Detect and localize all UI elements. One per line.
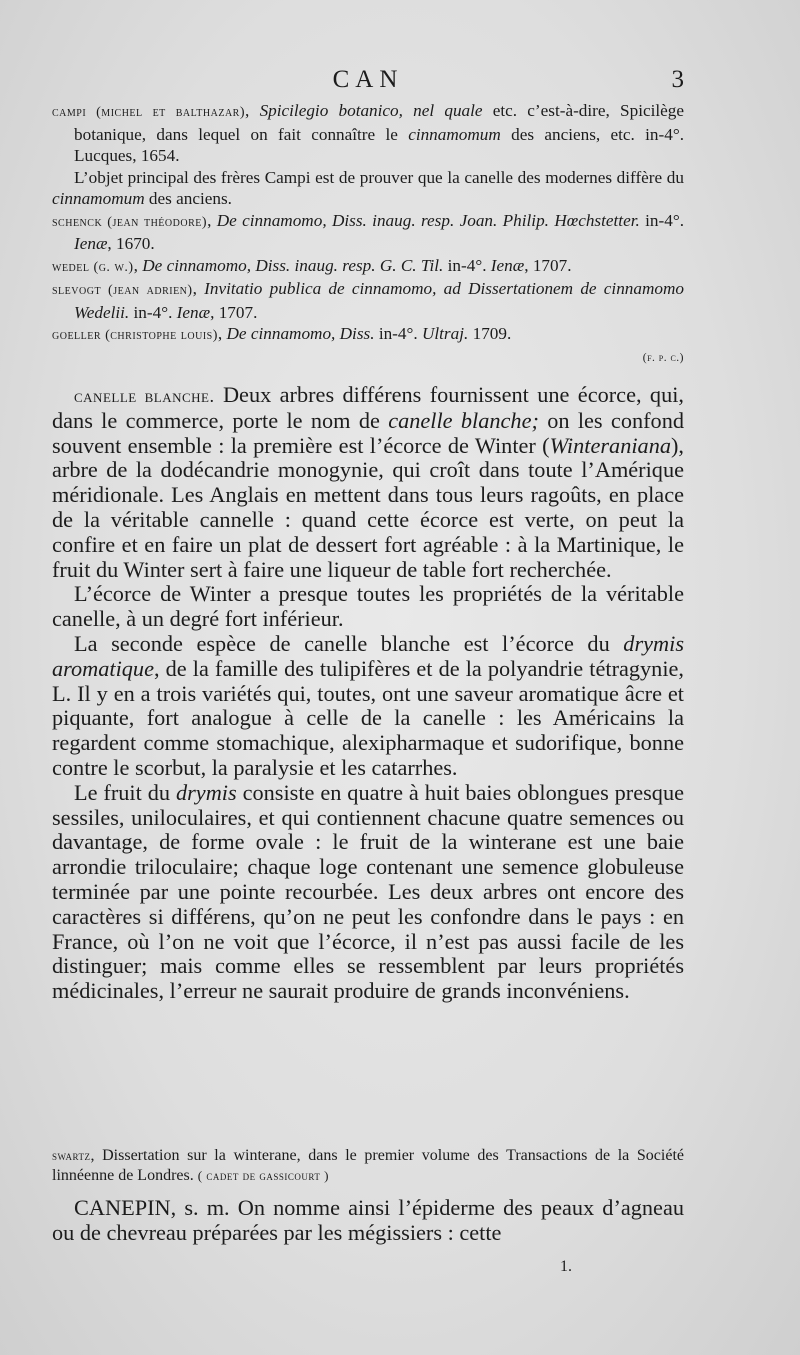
biblio-note: L’objet principal des frères Campi est de prouver que la canelle des modernes diffère du cinnamomum des anciens. (52, 167, 684, 208)
article-paragraph: Le fruit du drymis consiste en quatre à huit baies oblongues presque sessiles, uniloculaires, et qui contiennent chacune quatre semences ou davantage, de forme ovale : le fruit de la winterane est une baie arrondie triloculaire; chaque loge contenant une semence globuleuse terminée par une pointe recourbée. Les deux arbres ont encore des caractères si différens, qu’on ne peut les confondre dans le pays : en France, où l’on ne voit que l’écorce, il n’est pas aussi facile de les distinguer; mais comme elles se ressemblent par leurs propriétés médicinales, l’erreur ne saurait produire de grands inconvéniens. (52, 779, 684, 1004)
reference-block (52, 1146, 684, 1186)
article-paragraph: canelle blanche. Deux arbres différens fournissent une écorce, qui, dans le commerce, porte le nom de canelle blanche; on les confond souvent ensemble : la première est l’écorce de Winter (Winteraniana), arbre de la dodécandrie monogynie, qui croît dans toute l’Amérique méridionale. Les Anglais en mettent dans tous leurs ragoûts, en place de la véritable cannelle : quand cette écorce est verte, on peut la confire et en faire un plat de dessert fort agréable : à la Martinique, le fruit du Winter sert à faire une liqueur de table fort recherchée. (52, 382, 684, 582)
article-paragraph: L’écorce de Winter a presque toutes les propriétés de la véritable canelle, à un degré fort inférieur. (52, 581, 684, 632)
article-body (52, 383, 684, 1004)
biblio-entry: schenck (jean théodore), De cinnamomo, Diss. inaug. resp. Joan. Philip. Hœchstetter. in-4°. Ienæ, 1670. (52, 210, 685, 253)
headword: canelle blanche. (74, 386, 215, 406)
reference-entry: swartz, Dissertation sur la winterane, dans le premier volume des Transactions de la Société linnéenne de Londres. ( cadet de gassicourt ) (52, 1147, 684, 1184)
page-header (52, 66, 684, 96)
bibliography-block (52, 100, 684, 369)
biblio-signature: (f. p. c.) (642, 351, 684, 364)
biblio-entry: slevogt (jean adrien), Invitatio publica de cinnamomo, ad Dissertationem de cinnamomo Wedelii. in-4°. Ienæ, 1707. (52, 279, 685, 322)
page-number: 3 (671, 66, 684, 93)
running-head: CAN (332, 66, 404, 93)
article-paragraph: La seconde espèce de canelle blanche est l’écorce du drymis aromatique, de la famille des tulipifères et de la polyandrie tétragynie, L. Il y en a trois variétés qui, toutes, ont une saveur aromatique âcre et piquante, fort analogue à celle de la canelle : les Américains la regardent comme stomachique, alexipharmaque et sudorifique, bonne contre le scorbut, la paralysie et les catarrhes. (52, 630, 684, 780)
next-headword: CANEPIN (74, 1195, 171, 1220)
biblio-entry: wedel (g. w.), De cinnamomo, Diss. inaug. resp. G. C. Til. in-4°. Ienæ, 1707. (52, 255, 572, 275)
next-entry: CANEPIN, s. m. On nomme ainsi l’épiderme des peaux d’agneau ou de chevreau préparées par les mégissiers : cette (52, 1195, 684, 1245)
reference-signature: ( cadet de gassicourt ) (197, 1168, 330, 1183)
biblio-entry: campi (michel et balthazar), Spicilegio botanico, nel quale etc. c’est-à-dire, Spicilège botanique, dans lequel on fait connaître le cinnamomum des anciens, etc. in-4°. Lucques, 1654. (52, 101, 684, 165)
signature-mark: 1. (560, 1258, 572, 1275)
biblio-entry: goeller (christophe louis), De cinnamomo, Diss. in-4°. Ultraj. 1709. (52, 324, 512, 343)
